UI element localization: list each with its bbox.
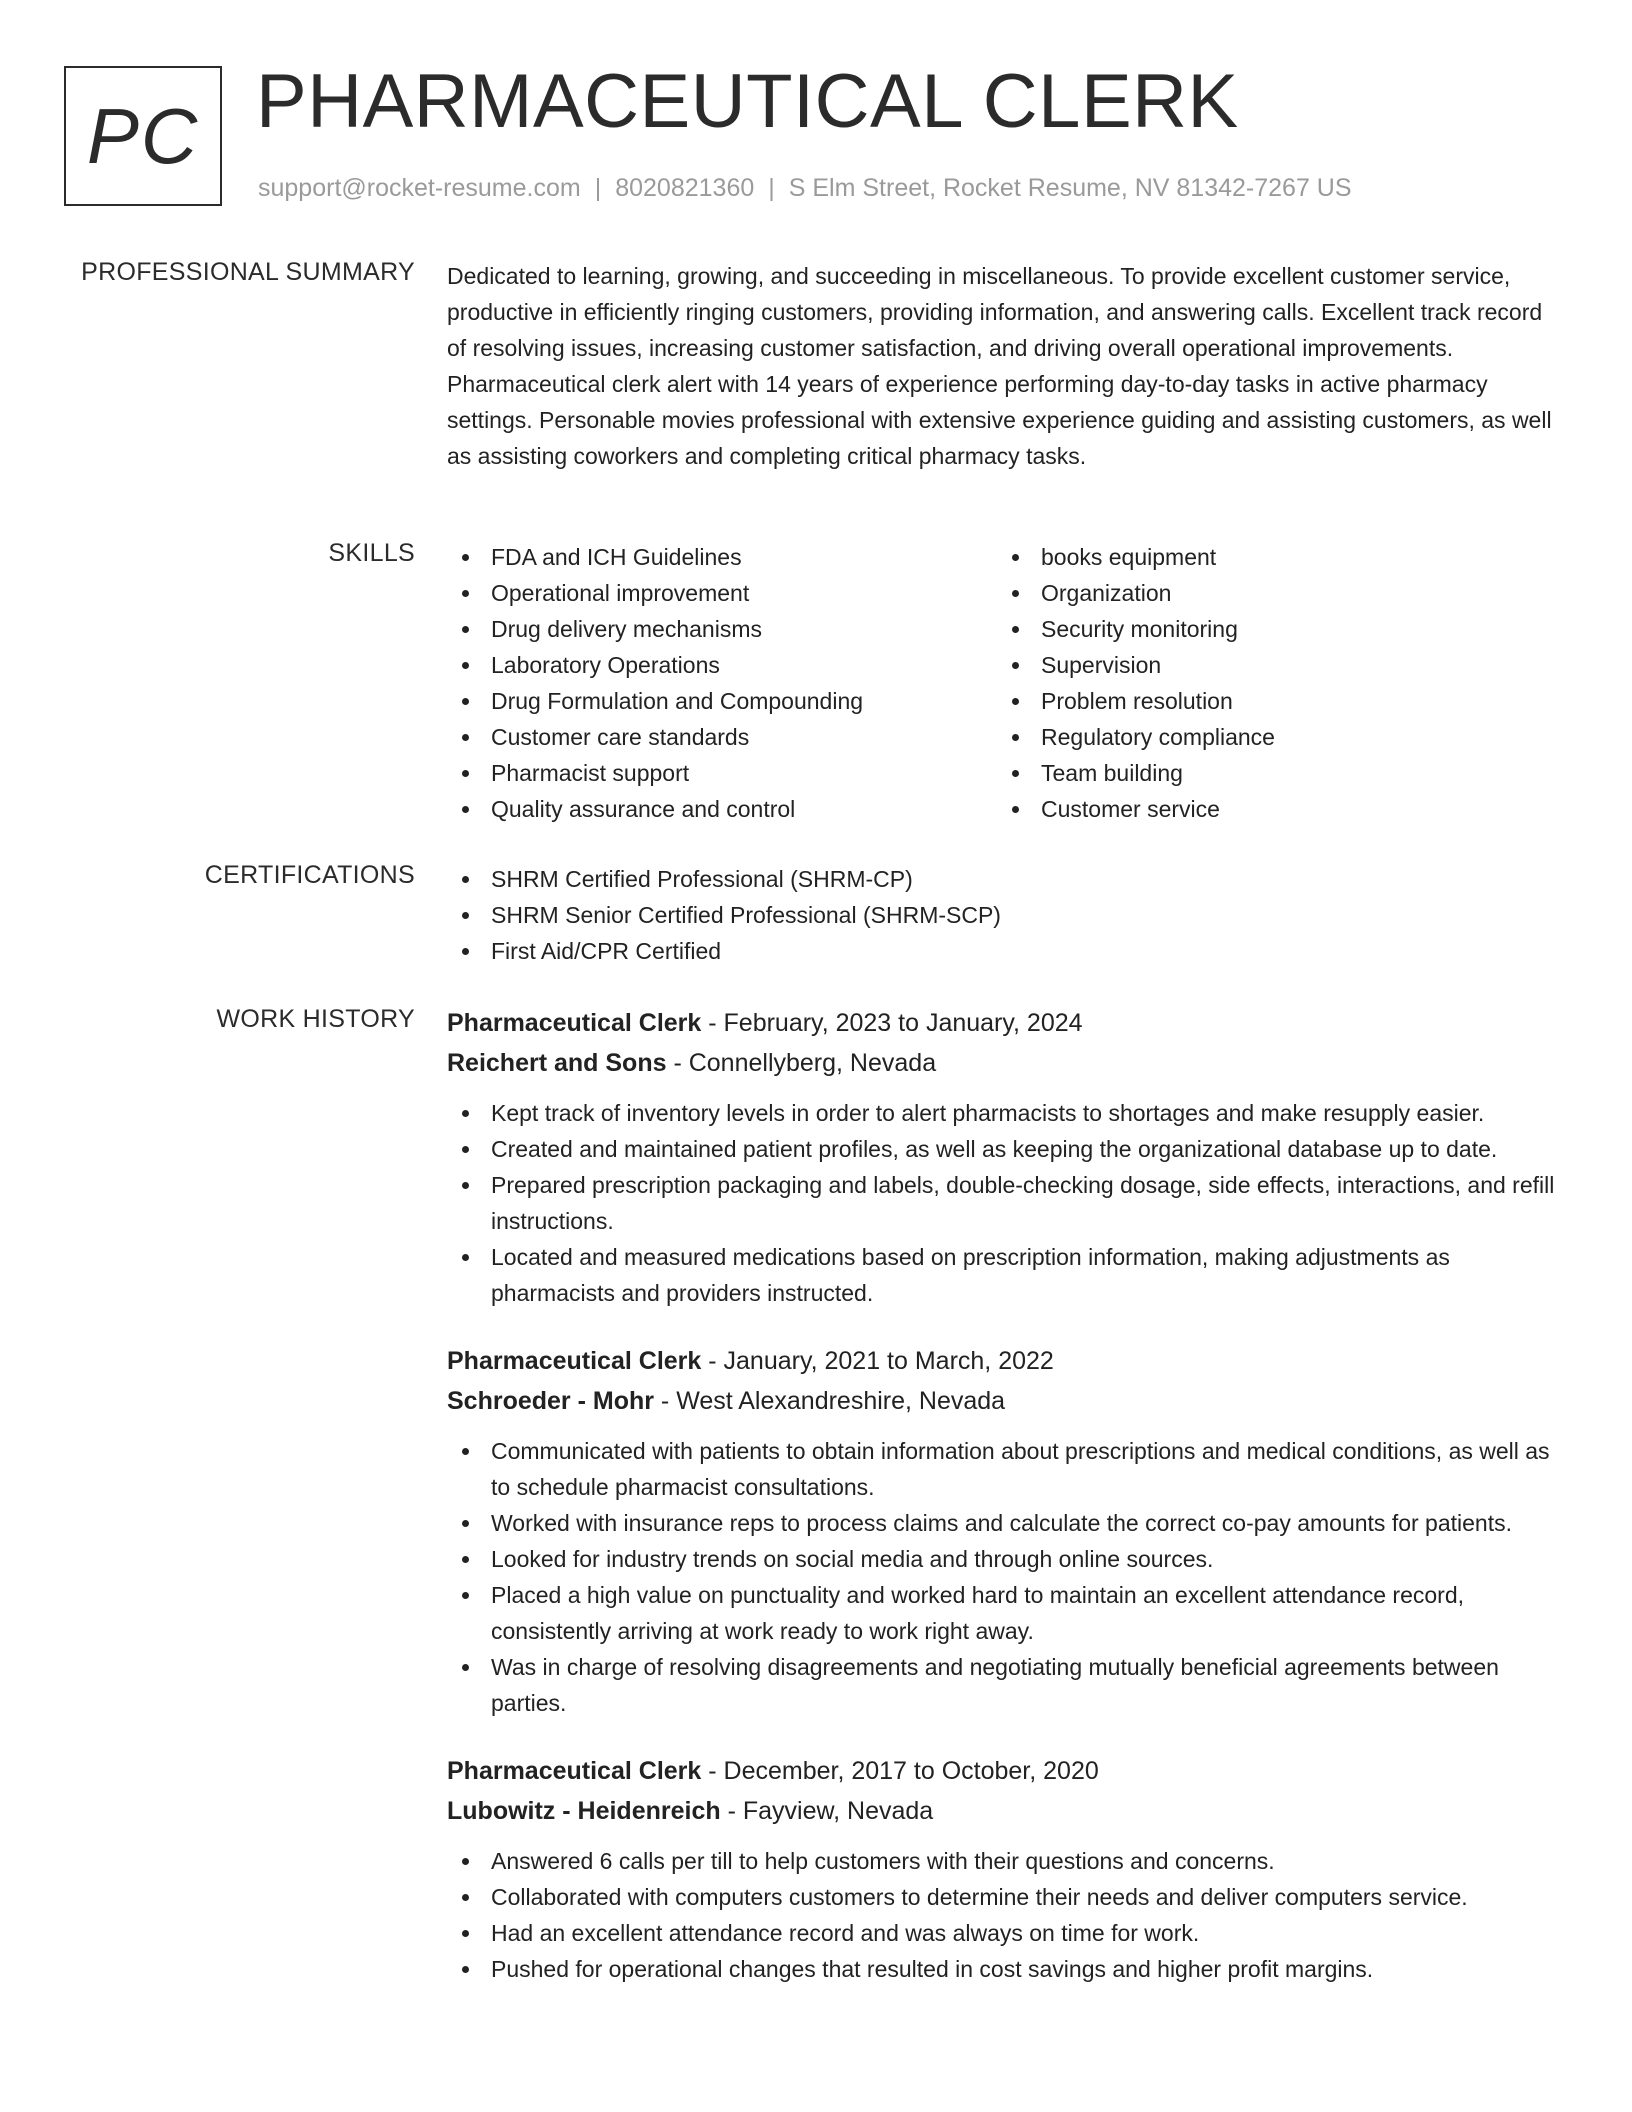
list-item: Supervision: [997, 647, 1547, 683]
list-item: Regulatory compliance: [997, 719, 1547, 755]
job-bullets: [447, 1433, 1559, 1721]
job-company-line: [447, 1043, 1559, 1083]
skills-list-right: [997, 539, 1547, 827]
job-entry: [447, 1341, 1559, 1721]
work-history-content: [447, 1003, 1559, 2017]
monogram-initials: PC: [86, 91, 200, 180]
job-entry: [447, 1751, 1559, 1987]
list-item: Customer service: [997, 791, 1547, 827]
job-dates: - January, 2021 to March, 2022: [701, 1347, 1054, 1375]
list-item: Was in charge of resolving disagreements and negotiating mutually beneficial agreements between parties.: [447, 1649, 1559, 1721]
list-item: SHRM Senior Certified Professional (SHRM-SCP): [447, 897, 1559, 933]
monogram-badge: [64, 66, 222, 206]
job-company: Lubowitz - Heidenreich: [447, 1797, 721, 1825]
list-item: Kept track of inventory levels in order to alert pharmacists to shortages and make resupply easier.: [447, 1095, 1559, 1131]
list-item: Customer care standards: [447, 719, 997, 755]
list-item: FDA and ICH Guidelines: [447, 539, 997, 575]
job-company: Schroeder - Mohr: [447, 1387, 654, 1415]
list-item: books equipment: [997, 539, 1547, 575]
job-bullets: [447, 1095, 1559, 1311]
job-dates: - February, 2023 to January, 2024: [701, 1009, 1083, 1037]
list-item: Worked with insurance reps to process claims and calculate the correct co-pay amounts for patients.: [447, 1505, 1559, 1541]
certifications-list: [447, 861, 1559, 969]
work-history-label: WORK HISTORY: [216, 1005, 415, 1033]
list-item: Problem resolution: [997, 683, 1547, 719]
job-location: - Connellyberg, Nevada: [666, 1049, 937, 1077]
list-item: Created and maintained patient profiles, as well as keeping the organizational database up to date.: [447, 1131, 1559, 1167]
list-item: Drug Formulation and Compounding: [447, 683, 997, 719]
list-item: Drug delivery mechanisms: [447, 611, 997, 647]
list-item: Team building: [997, 755, 1547, 791]
skills-label: SKILLS: [328, 539, 415, 567]
job-location: - West Alexandreshire, Nevada: [653, 1387, 1006, 1415]
list-item: Organization: [997, 575, 1547, 611]
contact-separator: |: [768, 174, 775, 202]
list-item: Pushed for operational changes that resulted in cost savings and higher profit margins.: [447, 1951, 1559, 1987]
contact-separator: |: [594, 174, 602, 202]
list-item: Prepared prescription packaging and labels, double-checking dosage, side effects, interactions, and refill instructions.: [447, 1167, 1559, 1239]
list-item: Pharmacist support: [447, 755, 997, 791]
list-item: SHRM Certified Professional (SHRM-CP): [447, 861, 1559, 897]
resume-name: PHARMACEUTICAL CLERK: [256, 59, 1239, 144]
list-item: Placed a high value on punctuality and worked hard to maintain an excellent attendance record, consistently arriving at work ready to work right away.: [447, 1577, 1559, 1649]
job-company: Reichert and Sons: [447, 1049, 667, 1077]
summary-label: PROFESSIONAL SUMMARY: [81, 258, 415, 286]
list-item: Had an excellent attendance record and was always on time for work.: [447, 1915, 1559, 1951]
list-item: Collaborated with computers customers to determine their needs and deliver computers service.: [447, 1879, 1559, 1915]
job-title: Pharmaceutical Clerk: [447, 1757, 702, 1785]
contact-email: support@rocket-resume.com: [258, 174, 581, 202]
job-bullets: [447, 1843, 1559, 1987]
list-item: Laboratory Operations: [447, 647, 997, 683]
job-location: - Fayview, Nevada: [720, 1797, 934, 1825]
job-title: Pharmaceutical Clerk: [447, 1347, 702, 1375]
contact-phone: 8020821360: [615, 174, 755, 202]
job-title-line: [447, 1341, 1559, 1381]
contact-line: [258, 174, 1352, 203]
job-dates: - December, 2017 to October, 2020: [701, 1757, 1099, 1785]
list-item: Security monitoring: [997, 611, 1547, 647]
certifications-content: [447, 861, 1559, 969]
job-entry: [447, 1003, 1559, 1311]
summary-text: Dedicated to learning, growing, and succeeding in miscellaneous. To provide excellent customer service, productive in efficiently ringing customers, providing information, and answering calls. Excellent track record of resolving issues, increasing customer satisfaction, and driving overall operational improvements. Pharmaceutical clerk alert with 14 years of experience performing day-to-day tasks in active pharmacy settings. Personable movies professional with extensive experience guiding and assisting customers, as well as assisting coworkers and completing critical pharmacy tasks.: [447, 263, 1552, 469]
certifications-label: CERTIFICATIONS: [204, 861, 415, 889]
list-item: Located and measured medications based on prescription information, making adjustments as pharmacists and providers instructed.: [447, 1239, 1559, 1311]
skills-list-left: [447, 539, 997, 827]
list-item: Operational improvement: [447, 575, 997, 611]
list-item: Answered 6 calls per till to help customers with their questions and concerns.: [447, 1843, 1559, 1879]
job-company-line: [447, 1381, 1559, 1421]
list-item: First Aid/CPR Certified: [447, 933, 1559, 969]
contact-address: S Elm Street, Rocket Resume, NV 81342-7267 US: [788, 174, 1352, 202]
skills-grid: [447, 539, 1559, 827]
list-item: Quality assurance and control: [447, 791, 997, 827]
job-title-line: [447, 1003, 1559, 1043]
job-company-line: [447, 1791, 1559, 1831]
job-title: Pharmaceutical Clerk: [447, 1009, 702, 1037]
job-title-line: [447, 1751, 1559, 1791]
list-item: Communicated with patients to obtain information about prescriptions and medical conditions, as well as to schedule pharmacist consultations.: [447, 1433, 1559, 1505]
list-item: Looked for industry trends on social media and through online sources.: [447, 1541, 1559, 1577]
